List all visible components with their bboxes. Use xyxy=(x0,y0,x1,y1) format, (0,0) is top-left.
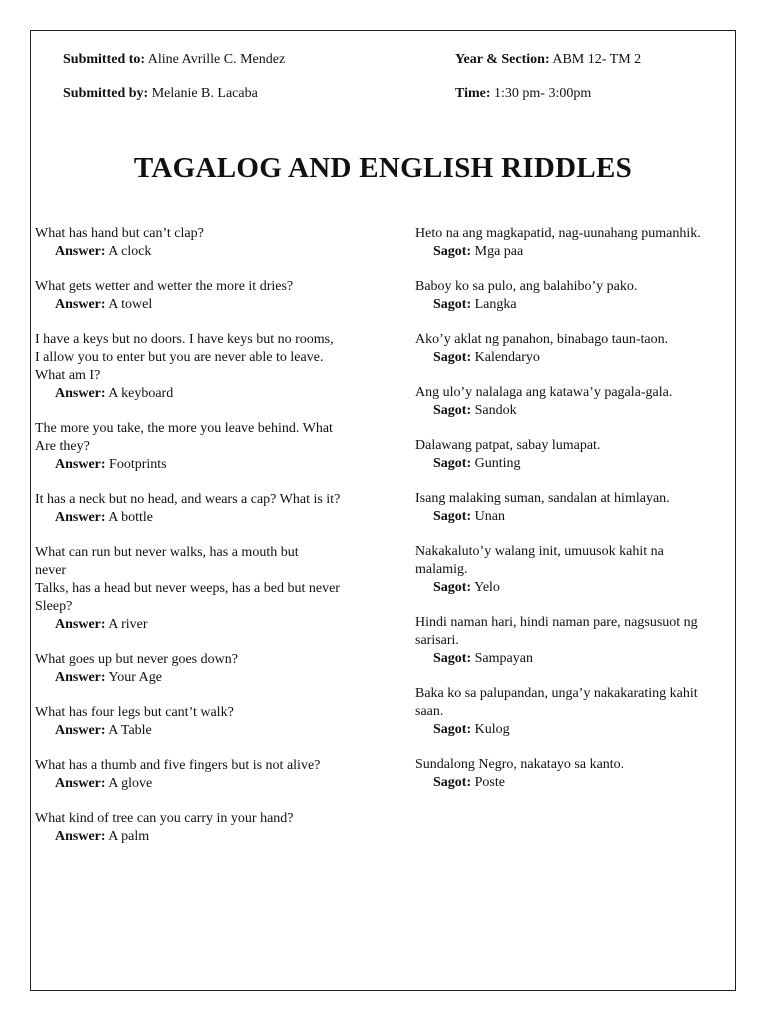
riddle-answer xyxy=(35,385,375,403)
riddle-question: Nakakaluto’y walang init, umuusok kahit na malamig. xyxy=(415,544,664,577)
riddle-answer xyxy=(415,650,730,668)
riddle-question: Ako’y aklat ng panahon, binabago taun-taon. xyxy=(415,332,669,347)
riddle-answer xyxy=(415,774,730,792)
riddle-answer xyxy=(415,296,730,314)
riddle-answer xyxy=(35,722,375,740)
riddle-item xyxy=(415,756,730,792)
riddle-item xyxy=(35,278,375,314)
riddle-item xyxy=(415,490,730,526)
answer-value: A river xyxy=(108,617,148,632)
answer-label: Sagot: xyxy=(433,456,472,471)
riddle-item xyxy=(35,225,375,261)
riddle-question: What can run but never walks, has a mouth but never Talks, has a head but never weeps, has a bed but never Sleep? xyxy=(35,545,340,614)
riddle-answer xyxy=(35,509,375,527)
riddle-answer xyxy=(415,402,730,420)
riddle-question: Ang ulo’y nalalaga ang katawa’y pagala-gala. xyxy=(415,385,673,400)
answer-value: Your Age xyxy=(108,670,162,685)
riddle-item xyxy=(415,685,730,739)
submitted-to-label: Submitted to: xyxy=(63,52,146,67)
answer-label: Answer: xyxy=(55,244,106,259)
answer-value: Footprints xyxy=(109,457,167,472)
riddle-question: What has hand but can’t clap? xyxy=(35,226,204,241)
riddle-question: The more you take, the more you leave behind. What Are they? xyxy=(35,421,333,454)
riddle-answer xyxy=(35,828,375,846)
riddle-item xyxy=(35,491,375,527)
riddle-answer xyxy=(415,508,730,526)
riddle-question: I have a keys but no doors. I have keys but no rooms, I allow you to enter but you are never able to leave. What am I? xyxy=(35,332,334,383)
riddle-item xyxy=(35,420,375,474)
answer-value: Kalendaryo xyxy=(474,350,540,365)
answer-value: A palm xyxy=(108,829,150,844)
submitted-to xyxy=(63,52,285,68)
answer-value: Sandok xyxy=(474,403,517,418)
riddle-item xyxy=(35,651,375,687)
riddle-question: Baka ko sa palupandan, unga’y nakakarating kahit saan. xyxy=(415,686,698,719)
riddle-question: Hindi naman hari, hindi naman pare, nagsusuot ng sarisari. xyxy=(415,615,698,648)
answer-value: A towel xyxy=(108,297,153,312)
riddle-item xyxy=(35,544,375,634)
time xyxy=(455,86,591,102)
year-section-label: Year & Section: xyxy=(455,52,550,67)
riddle-answer xyxy=(415,455,730,473)
riddle-item xyxy=(415,614,730,668)
submitted-to-value: Aline Avrille C. Mendez xyxy=(147,52,286,67)
submitted-by xyxy=(63,86,258,102)
riddle-item xyxy=(415,384,730,420)
answer-label: Sagot: xyxy=(433,403,472,418)
answer-value: Gunting xyxy=(474,456,521,471)
answer-label: Sagot: xyxy=(433,580,472,595)
answer-value: Sampayan xyxy=(474,651,533,666)
answer-value: Kulog xyxy=(474,722,510,737)
riddle-question: Baboy ko sa pulo, ang balahibo’y pako. xyxy=(415,279,638,294)
answer-value: A bottle xyxy=(108,510,154,525)
english-riddles-column xyxy=(35,225,375,863)
answer-value: A keyboard xyxy=(108,386,174,401)
page-title: TAGALOG AND ENGLISH RIDDLES xyxy=(133,152,633,184)
tagalog-riddles-column xyxy=(415,225,730,809)
riddle-question: Dalawang patpat, sabay lumapat. xyxy=(415,438,601,453)
riddle-item xyxy=(35,704,375,740)
riddle-item xyxy=(415,331,730,367)
riddle-answer xyxy=(35,669,375,687)
riddle-answer xyxy=(415,579,730,597)
answer-label: Answer: xyxy=(55,457,106,472)
answer-label: Answer: xyxy=(55,670,106,685)
riddle-answer xyxy=(415,721,730,739)
answer-value: Poste xyxy=(474,775,505,790)
answer-label: Sagot: xyxy=(433,509,472,524)
riddle-answer xyxy=(35,775,375,793)
answer-value: A glove xyxy=(108,776,153,791)
answer-value: Yelo xyxy=(474,580,500,595)
riddle-question: What has four legs but cant’t walk? xyxy=(35,705,234,720)
answer-label: Answer: xyxy=(55,829,106,844)
riddle-question: What has a thumb and five fingers but is not alive? xyxy=(35,758,321,773)
time-label: Time: xyxy=(455,86,491,101)
answer-label: Answer: xyxy=(55,776,106,791)
riddle-answer xyxy=(415,243,730,261)
answer-label: Answer: xyxy=(55,297,106,312)
riddle-item xyxy=(415,278,730,314)
riddle-answer xyxy=(35,456,375,474)
riddle-question: What goes up but never goes down? xyxy=(35,652,238,667)
riddle-question: Isang malaking suman, sandalan at himlayan. xyxy=(415,491,670,506)
answer-label: Answer: xyxy=(55,386,106,401)
answer-label: Sagot: xyxy=(433,297,472,312)
answer-value: A clock xyxy=(108,244,152,259)
riddle-item xyxy=(415,437,730,473)
riddle-question: It has a neck but no head, and wears a cap? What is it? xyxy=(35,492,341,507)
time-value: 1:30 pm- 3:00pm xyxy=(494,86,592,101)
riddle-answer xyxy=(415,349,730,367)
riddle-answer xyxy=(35,243,375,261)
answer-value: Mga paa xyxy=(474,244,524,259)
riddle-item xyxy=(415,225,730,261)
riddle-item xyxy=(35,810,375,846)
riddle-item xyxy=(35,757,375,793)
riddle-question: What kind of tree can you carry in your hand? xyxy=(35,811,294,826)
answer-value: A Table xyxy=(108,723,152,738)
answer-label: Sagot: xyxy=(433,775,472,790)
riddle-answer xyxy=(35,616,375,634)
riddle-item xyxy=(35,331,375,403)
submitted-by-value: Melanie B. Lacaba xyxy=(151,86,258,101)
answer-value: Langka xyxy=(474,297,517,312)
riddle-answer xyxy=(35,296,375,314)
year-section-value: ABM 12- TM 2 xyxy=(552,52,642,67)
answer-value: Unan xyxy=(474,509,505,524)
riddle-question: Heto na ang magkapatid, nag-uunahang pumanhik. xyxy=(415,226,701,241)
answer-label: Sagot: xyxy=(433,722,472,737)
answer-label: Sagot: xyxy=(433,244,472,259)
answer-label: Sagot: xyxy=(433,350,472,365)
riddle-question: Sundalong Negro, nakatayo sa kanto. xyxy=(415,757,625,772)
answer-label: Answer: xyxy=(55,617,106,632)
riddle-question: What gets wetter and wetter the more it dries? xyxy=(35,279,294,294)
submitted-by-label: Submitted by: xyxy=(63,86,149,101)
answer-label: Sagot: xyxy=(433,651,472,666)
riddle-item xyxy=(415,543,730,597)
answer-label: Answer: xyxy=(55,723,106,738)
year-section xyxy=(455,52,641,68)
answer-label: Answer: xyxy=(55,510,106,525)
